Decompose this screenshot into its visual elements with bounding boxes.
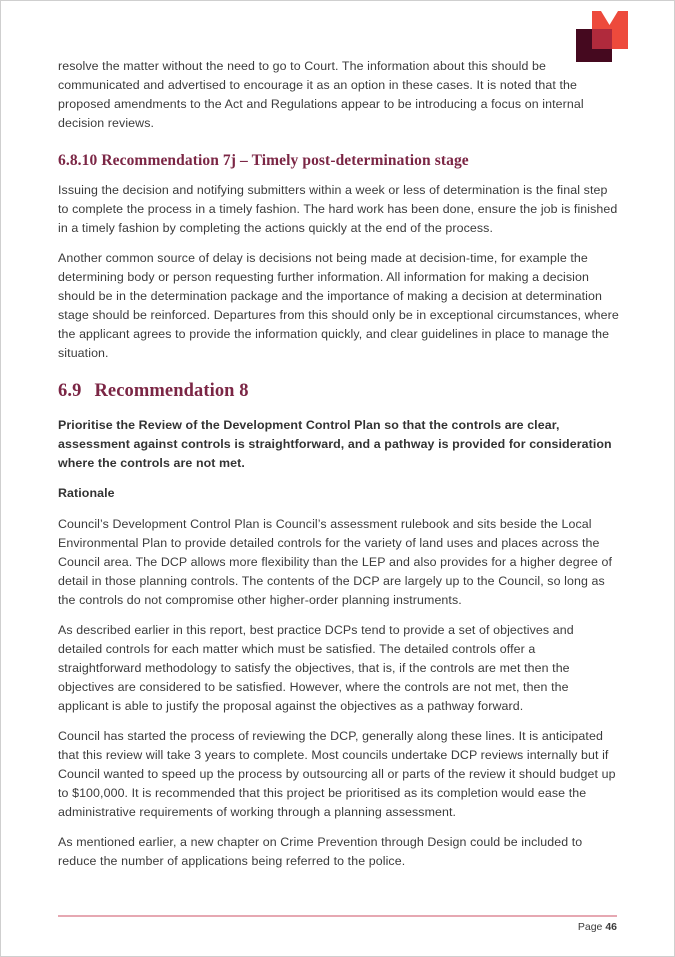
page-body [58,1,619,882]
paragraph-dcp-rulebook: Council’s Development Control Plan is Council’s assessment rulebook and sits beside the Local Environmental Plan to provide detailed controls for the variety of land uses and places across the Council area. The DCP allows more flexibility than the LEP and also provides for a higher degree of detail in those planning controls. The contents of the DCP are largely up to the Council, so long as the controls do not compromise other higher-order planning instruments. [58,517,613,607]
footer-page-label: Page [577,921,606,933]
footer-divider [58,915,617,917]
heading-section-title: Recommendation 8 [94,381,249,401]
paragraph-intro: resolve the matter without the need to go to Court. The information about this should be communicated and advertised to encourage it as an option in these cases. It is noted that the proposed amendments to the Act and Regulations appear to be introducing a focus on internal decision reviews. [58,59,584,130]
heading-recommendation-7j: 6.8.10 Recommendation 7j – Timely post-determination stage [58,152,469,169]
paragraph-another-delay: Another common source of delay is decisions not being made at decision-time, for example the determining body or person requesting further information. All information for making a decision should be in the determination package and the importance of making a decision at determination stage should be reinforced. Departures from this should only be in exceptional circumstances, where the applicant agrees to provide the information quickly, and clear guidelines in place to manage the situation. [58,251,619,360]
footer-page-indicator [578,921,617,933]
heading-section-number: 6.9 [58,381,82,401]
paragraph-issuing-decision: Issuing the decision and notifying submitters within a week or less of determination is the final step to complete the process in a timely fashion. The hard work has been done, ensure the job is finished in a timely fashion by completing the actions quickly at the end of the process. [58,183,618,235]
rationale-label: Rationale [58,486,115,500]
paragraph-best-practice-dcps: As described earlier in this report, best practice DCPs tend to provide a set of objectives and detailed controls for each matter which must be satisfied. The detailed controls offer a straightforward methodology to satisfy the objectives, that is, if the controls are met then the objectives are considered to be satisfied. However, where the controls are not met, then the applicant is able to justify the proposal against the objectives as a pathway forward. [58,623,574,713]
paragraph-prioritise-recommendation: Prioritise the Review of the Development Control Plan so that the controls are clear, assessment against controls is straightforward, and a pathway is provided for consideration where the controls are not met. [58,418,612,470]
paragraph-crime-prevention: As mentioned earlier, a new chapter on Crime Prevention through Design could be included to reduce the number of applications being referred to the police. [58,835,583,868]
heading-recommendation-8 [58,379,619,403]
paragraph-dcp-review-process: Council has started the process of reviewing the DCP, generally along these lines. It is anticipated that this review will take 3 years to complete. Most councils undertake DCP reviews internally but if Council wanted to speed up the process by outsourcing all or parts of the review it should budget up to $100,000. It is recommended that this project be prioritised as its completion would ease the administrative requirements of working through a planning assessment. [58,729,616,819]
footer-page-number: 46 [605,921,617,933]
